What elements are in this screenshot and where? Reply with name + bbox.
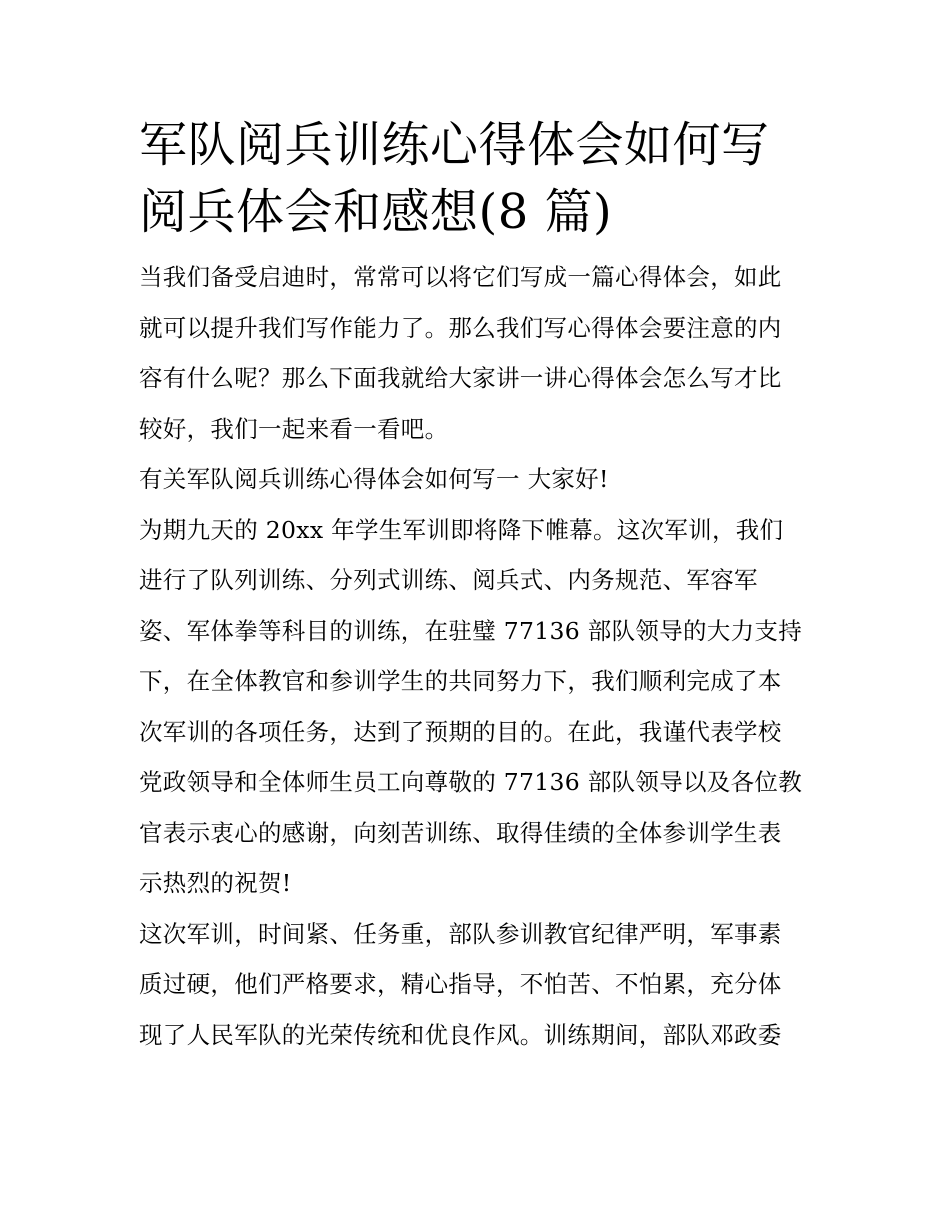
intro-paragraph	[139, 252, 814, 454]
text-line: 较好，我们一起来看一看吧。	[139, 414, 449, 443]
body-paragraph	[139, 505, 814, 909]
body-paragraph	[139, 909, 814, 1061]
text-line: 进行了队列训练、分列式训练、阅兵式、内务规范、军容军	[139, 566, 758, 594]
text-line: 次军训的各项任务，达到了预期的目的。在此，我谨代表学校	[139, 717, 782, 746]
text-line: 容有什么呢？那么下面我就给大家讲一讲心得体会怎么写才比	[139, 364, 782, 392]
title-line: 军队阅兵训练心得体会如何写	[139, 117, 770, 173]
document-title	[139, 112, 814, 246]
text-line: 官表示衷心的感谢，向刻苦训练、取得佳绩的全体参训学生表	[139, 818, 782, 847]
text-line: 当我们备受启迪时，常常可以将它们写成一篇心得体会，如此	[139, 263, 782, 291]
text-line: 有关军队阅兵训练心得体会如何写一 大家好!	[139, 465, 609, 493]
section-heading-paragraph	[139, 454, 814, 505]
text-line: 下，在全体教官和参训学生的共同努力下，我们顺利完成了本	[139, 667, 782, 695]
text-line: 就可以提升我们写作能力了。那么我们写心得体会要注意的内	[139, 313, 782, 342]
text-line: 这次军训，时间紧、任务重，部队参训教官纪律严明，军事素	[139, 919, 782, 948]
text-line: 为期九天的 20xx 年学生军训即将降下帷幕。这次军训，我们	[139, 515, 784, 544]
text-line: 现了人民军队的光荣传统和优良作风。训练期间，部队邓政委	[139, 1020, 782, 1049]
text-line: 示热烈的祝贺!	[139, 869, 292, 897]
title-line: 阅兵体会和感想(8 篇)	[139, 184, 613, 240]
document-content	[139, 112, 814, 1060]
text-line: 党政领导和全体师生员工向尊敬的 77136 部队领导以及各位教	[139, 768, 802, 796]
text-line: 姿、军体拳等科目的训练，在驻璧 77136 部队领导的大力支持	[139, 616, 802, 645]
text-line: 质过硬，他们严格要求，精心指导，不怕苦、不怕累，充分体	[139, 970, 782, 998]
